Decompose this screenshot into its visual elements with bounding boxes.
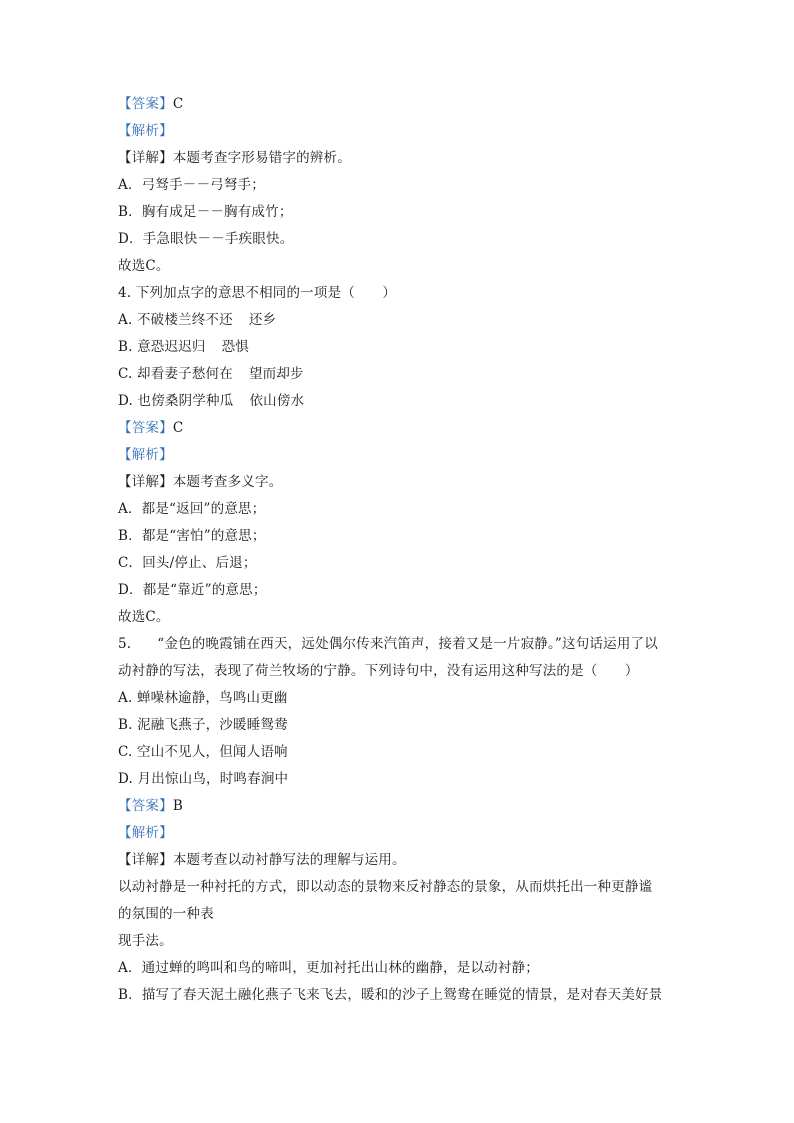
option-label: D.	[118, 393, 138, 409]
q5-explain-line-3: 现手法。	[118, 933, 173, 949]
detail-text: 本题考查以动衬静写法的理解与运用。	[172, 852, 406, 868]
option-label: A.	[118, 312, 137, 328]
q3-explain-a: A．弓驽手－－弓弩手；	[118, 177, 265, 193]
q5-explain-line-1: 以动衬静是一种衬托的方式，即以动态的景物来反衬静态的景象，从而烘托出一种更静谧	[118, 879, 653, 895]
option-text: 意恐迟迟归	[137, 339, 206, 355]
option-text: 不破楼兰终不还	[136, 312, 233, 328]
q4-analysis-line	[118, 442, 688, 469]
q5-explain-a: A．通过蝉的鸣叫和鸟的啼叫，更加衬托出山林的幽静，是以动衬静；	[118, 960, 539, 976]
answer-value: B	[172, 798, 183, 814]
q3-detail-line	[118, 145, 688, 172]
detail-tag: 【详解】	[118, 852, 173, 868]
analysis-tag: 【解析】	[118, 447, 173, 463]
q5-option-c: C. 空山不见人，但闻人语响	[118, 744, 288, 760]
q5-option-a: A. 蝉噪林逾静，鸟鸣山更幽	[118, 690, 288, 706]
q4-option-d	[118, 388, 688, 415]
q3-explain-d: D．手急眼快－－手疾眼快。	[118, 231, 294, 247]
document-page	[118, 91, 688, 1009]
answer-tag: 【答案】	[118, 96, 173, 112]
question-number: 5.	[118, 636, 132, 652]
q5-answer-line	[118, 793, 688, 820]
q3-answer-line	[118, 91, 688, 118]
q5-analysis-line	[118, 820, 688, 847]
q4-option-a	[118, 307, 688, 334]
q4-stem: 4. 下列加点字的意思不相同的一项是（ ）	[118, 285, 397, 301]
q4-conclusion: 故选C。	[118, 609, 170, 625]
option-text: 却看妻子愁何在	[137, 366, 233, 382]
option-label: C.	[118, 366, 138, 382]
q5-stem-line-2: 动衬静的写法，表现了荷兰牧场的宁静。下列诗句中，没有运用这种写法的是（ ）	[118, 663, 639, 679]
analysis-tag: 【解析】	[118, 825, 173, 841]
q5-option-d: D. 月出惊山鸟，时鸣春涧中	[118, 771, 289, 787]
q5-option-b: B. 泥融飞燕子，沙暖睡鸳鸯	[118, 717, 288, 733]
stem-text: “金色的晚霞铺在西天，远处偶尔传来汽笛声，接着又是一片寂静。”这句话运用了以	[157, 636, 658, 652]
answer-tag: 【答案】	[118, 798, 173, 814]
q3-conclusion: 故选C。	[118, 258, 170, 274]
answer-value: C	[172, 96, 184, 112]
option-text: 依山傍水	[249, 393, 305, 409]
q4-explain-b: B．都是“害怕”的意思；	[118, 528, 266, 544]
answer-value: C	[172, 420, 184, 436]
detail-text: 本题考查字形易错字的辨析。	[172, 150, 351, 166]
answer-tag: 【答案】	[118, 420, 173, 436]
detail-text: 本题考查多义字。	[172, 474, 283, 490]
q4-detail-line	[118, 469, 688, 496]
q4-explain-d: D．都是“靠近”的意思；	[118, 582, 267, 598]
q5-detail-line	[118, 847, 688, 874]
option-text: 恐惧	[221, 339, 250, 355]
q3-analysis-line	[118, 118, 688, 145]
q4-option-c	[118, 361, 688, 388]
q5-explain-b: B．描写了春天泥土融化燕子飞来飞去，暖和的沙子上鸳鸯在睡觉的情景，是对春天美好景	[118, 987, 663, 1003]
analysis-tag: 【解析】	[118, 123, 173, 139]
detail-tag: 【详解】	[118, 474, 173, 490]
q4-explain-a: A．都是“返回”的意思；	[118, 501, 266, 517]
q5-explain-line-2: 的氛围的一种表	[118, 906, 214, 922]
q4-explain-c: C．回头/停止、后退；	[118, 555, 257, 571]
q5-stem-line-1	[118, 631, 688, 658]
q4-answer-line	[118, 415, 688, 442]
option-label: B.	[118, 339, 138, 355]
option-text: 望而却步	[248, 366, 304, 382]
detail-tag: 【详解】	[118, 150, 173, 166]
option-text: 也傍桑阴学种瓜	[137, 393, 234, 409]
q4-option-b	[118, 334, 688, 361]
option-text: 还乡	[248, 312, 277, 328]
q3-explain-b: B．胸有成足－－胸有成竹；	[118, 204, 293, 220]
